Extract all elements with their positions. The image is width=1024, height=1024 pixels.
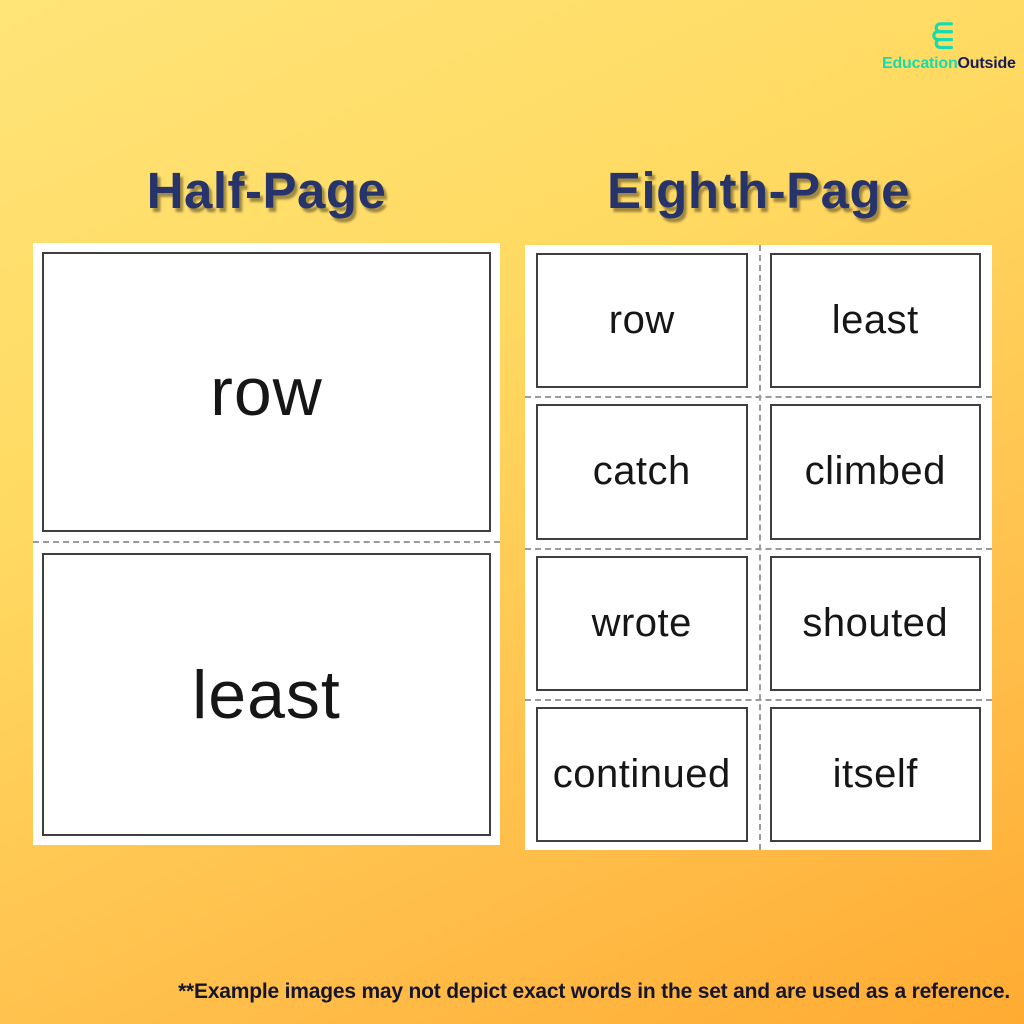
flashcard: wrote	[536, 556, 748, 691]
brand-wordmark-primary: Education	[882, 55, 958, 72]
flashcard: row	[536, 253, 748, 388]
eighth-page-sheet	[525, 245, 992, 850]
half-page-sheet	[33, 243, 500, 845]
stacked-books-icon	[927, 18, 957, 54]
brand-logo	[882, 18, 1016, 73]
brand-wordmark	[882, 55, 1016, 73]
flashcard: climbed	[770, 404, 982, 539]
half-page-heading: Half-Page	[146, 162, 387, 219]
flashcard: shouted	[770, 556, 982, 691]
cut-line	[525, 396, 992, 398]
flashcard: catch	[536, 404, 748, 539]
flashcard: least	[42, 553, 491, 836]
flashcard: row	[42, 252, 491, 532]
cut-line	[525, 548, 992, 550]
flashcard: itself	[770, 707, 982, 842]
cut-line	[525, 699, 992, 701]
flashcard: continued	[536, 707, 748, 842]
eighth-page-heading: Eighth-Page	[606, 162, 910, 219]
flashcard: least	[770, 253, 982, 388]
footnote: **Example images may not depict exact words in the set and are used as a reference.	[178, 980, 1010, 1003]
brand-wordmark-secondary: Outside	[957, 55, 1016, 72]
cut-line	[33, 541, 500, 543]
